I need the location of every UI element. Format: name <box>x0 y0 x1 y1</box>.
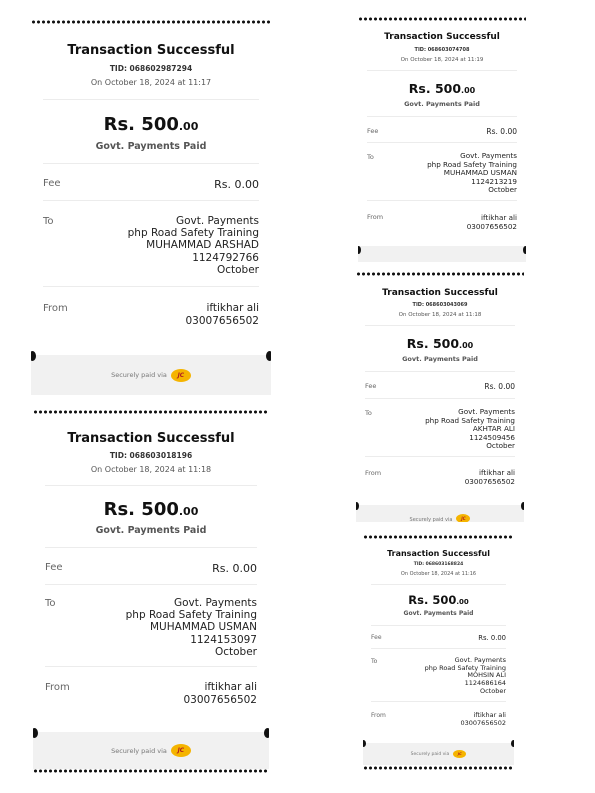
divider <box>367 116 517 117</box>
fee-value: Rs. 0.00 <box>486 127 517 136</box>
recipient-line: MUHAMMAD USMAN <box>150 621 257 634</box>
sender-details <box>186 302 260 327</box>
transaction-id: TID: 068603018196 <box>109 451 193 460</box>
sender-details <box>465 468 515 486</box>
sender-details <box>184 681 258 706</box>
to-label: To <box>365 409 372 417</box>
divider <box>45 666 257 667</box>
divider <box>365 398 515 399</box>
notch <box>264 728 269 738</box>
to-label: To <box>371 658 378 665</box>
divider <box>365 325 515 326</box>
fee-label: Fee <box>371 634 382 641</box>
sender-line: 03007656502 <box>183 693 257 706</box>
amount <box>358 81 526 96</box>
zigzag-top-edge <box>363 535 514 539</box>
receipt-card <box>358 17 526 262</box>
divider <box>371 625 506 626</box>
recipient-details <box>425 408 515 451</box>
amount-main: Rs. 500 <box>406 336 460 351</box>
jazzcash-logo-icon: JC <box>171 744 191 757</box>
recipient-line: 1124792766 <box>192 251 259 264</box>
to-label: To <box>43 216 54 227</box>
recipient-line: php Road Safety Training <box>427 159 517 169</box>
sender-line: iftikhar ali <box>479 468 515 477</box>
receipt-card <box>31 20 271 398</box>
fee-value: Rs. 0.00 <box>214 178 259 191</box>
secured-text: Securely paid via <box>111 371 167 379</box>
amount-cents: .00 <box>178 505 199 518</box>
fee-label: Fee <box>365 382 377 390</box>
divider <box>371 648 506 649</box>
transaction-date: On October 18, 2024 at 11:19 <box>400 57 484 63</box>
amount <box>33 499 269 520</box>
payment-purpose: Govt. Payments Paid <box>404 100 480 108</box>
recipient-line: php Road Safety Training <box>127 227 259 240</box>
sender-line: 03007656502 <box>460 719 506 727</box>
receipt-title: Transaction Successful <box>67 431 235 446</box>
recipient-line: Govt. Payments <box>173 597 257 609</box>
from-label: From <box>371 712 386 719</box>
recipient-line: 1124686164 <box>464 679 506 688</box>
recipient-details <box>126 597 257 658</box>
divider <box>43 200 259 201</box>
amount-cents: .00 <box>461 86 476 95</box>
amount <box>31 114 271 135</box>
sender-line: 03007656502 <box>185 314 259 327</box>
secured-text: Securely paid via <box>410 751 450 757</box>
notch <box>511 740 514 747</box>
zigzag-top-edge <box>31 20 271 24</box>
amount-main: Rs. 500 <box>408 593 457 607</box>
recipient-line: October <box>214 645 257 658</box>
recipient-line: October <box>216 263 259 276</box>
zigzag-top-edge <box>33 410 269 414</box>
secured-text: Securely paid via <box>409 516 453 522</box>
transaction-date: On October 18, 2024 at 11:18 <box>90 465 212 474</box>
transaction-date: On October 18, 2024 at 11:18 <box>398 312 482 318</box>
recipient-details <box>128 215 259 276</box>
sender-details <box>461 711 507 727</box>
divider <box>365 456 515 457</box>
transaction-id: TID: 068603074708 <box>414 47 470 53</box>
secured-footer <box>363 743 514 765</box>
fee-value: Rs. 0.00 <box>212 562 257 575</box>
divider <box>367 70 517 71</box>
receipt-title: Transaction Successful <box>387 549 490 558</box>
fee-label: Fee <box>45 562 63 573</box>
divider <box>367 142 517 143</box>
from-label: From <box>45 682 70 693</box>
recipient-line: php Road Safety Training <box>125 609 257 622</box>
zigzag-top-edge <box>356 272 524 276</box>
zigzag-top-edge <box>358 17 526 21</box>
receipt-title: Transaction Successful <box>384 32 500 42</box>
sender-line: 03007656502 <box>466 222 517 231</box>
notch <box>523 246 526 254</box>
sender-line: iftikhar ali <box>204 681 257 693</box>
recipient-line: AKHTAR ALI <box>472 424 515 433</box>
from-label: From <box>367 213 384 221</box>
from-label: From <box>365 469 382 477</box>
recipient-line: Govt. Payments <box>175 215 259 227</box>
sender-line: 03007656502 <box>464 477 515 486</box>
to-label: To <box>45 598 56 609</box>
recipient-line: October <box>479 686 506 695</box>
amount-cents: .00 <box>178 120 199 133</box>
transaction-id: TID: 068603043069 <box>412 302 468 308</box>
secured-footer <box>358 246 526 262</box>
transaction-date: On October 18, 2024 at 11:17 <box>90 78 212 87</box>
payment-purpose: Govt. Payments Paid <box>95 141 207 152</box>
recipient-line: 1124509456 <box>469 432 515 442</box>
secured-footer <box>31 355 271 395</box>
transaction-id: TID: 068603168824 <box>413 562 464 567</box>
fee-value: Rs. 0.00 <box>478 634 506 642</box>
recipient-line: Govt. Payments <box>454 656 506 664</box>
amount-cents: .00 <box>456 598 469 606</box>
secured-footer <box>356 505 524 522</box>
receipt-card <box>33 410 269 775</box>
amount-cents: .00 <box>459 341 474 350</box>
secured-footer <box>33 732 269 769</box>
receipt-card <box>363 535 514 771</box>
payment-purpose: Govt. Payments Paid <box>95 525 207 536</box>
divider <box>367 200 517 201</box>
zigzag-bottom-edge <box>363 766 514 770</box>
recipient-line: 1124153097 <box>190 633 257 646</box>
zigzag-bottom-edge <box>33 769 269 773</box>
notch <box>266 351 271 361</box>
fee-label: Fee <box>43 178 61 189</box>
payment-purpose: Govt. Payments Paid <box>402 355 478 363</box>
recipient-line: 1124213219 <box>471 176 517 186</box>
sender-line: iftikhar ali <box>481 213 517 222</box>
recipient-details <box>427 152 517 195</box>
from-label: From <box>43 303 68 314</box>
transaction-id: TID: 068602987294 <box>109 64 193 73</box>
payment-purpose: Govt. Payments Paid <box>403 610 474 617</box>
recipient-line: php Road Safety Training <box>425 415 515 425</box>
jazzcash-logo-icon: JC <box>171 369 191 382</box>
transaction-date: On October 18, 2024 at 11:16 <box>400 571 477 577</box>
amount-main: Rs. 500 <box>103 499 179 520</box>
sender-line: iftikhar ali <box>206 302 259 314</box>
to-label: To <box>367 153 374 161</box>
recipient-line: October <box>486 441 515 450</box>
recipient-line: Govt. Payments <box>458 407 515 416</box>
divider <box>45 584 257 585</box>
divider <box>45 547 257 548</box>
divider <box>365 371 515 372</box>
jazzcash-logo-icon: JC <box>453 750 466 758</box>
amount-main: Rs. 500 <box>103 114 179 135</box>
receipt-title: Transaction Successful <box>382 288 498 298</box>
divider <box>43 99 259 100</box>
recipient-line: Govt. Payments <box>460 151 517 160</box>
divider <box>43 286 259 287</box>
divider <box>45 485 257 486</box>
fee-value: Rs. 0.00 <box>484 382 515 391</box>
fee-label: Fee <box>367 127 379 135</box>
amount-main: Rs. 500 <box>408 81 462 96</box>
divider <box>43 163 259 164</box>
sender-line: iftikhar ali <box>473 711 506 719</box>
receipt-card <box>356 272 524 522</box>
recipient-line: php Road Safety Training <box>424 663 506 672</box>
divider <box>371 701 506 702</box>
amount <box>363 593 514 607</box>
recipient-line: MUHAMMAD ARSHAD <box>146 239 259 252</box>
receipt-title: Transaction Successful <box>67 43 235 58</box>
recipient-line: MOHSIN ALI <box>467 671 506 680</box>
sender-details <box>467 213 517 231</box>
jazzcash-logo-icon: JC <box>456 514 470 522</box>
recipient-line: MUHAMMAD USMAN <box>443 168 517 177</box>
secured-text: Securely paid via <box>111 746 167 755</box>
recipient-line: October <box>488 185 517 194</box>
divider <box>371 584 506 585</box>
notch <box>521 502 524 510</box>
amount <box>356 336 524 351</box>
recipient-details <box>425 657 506 696</box>
